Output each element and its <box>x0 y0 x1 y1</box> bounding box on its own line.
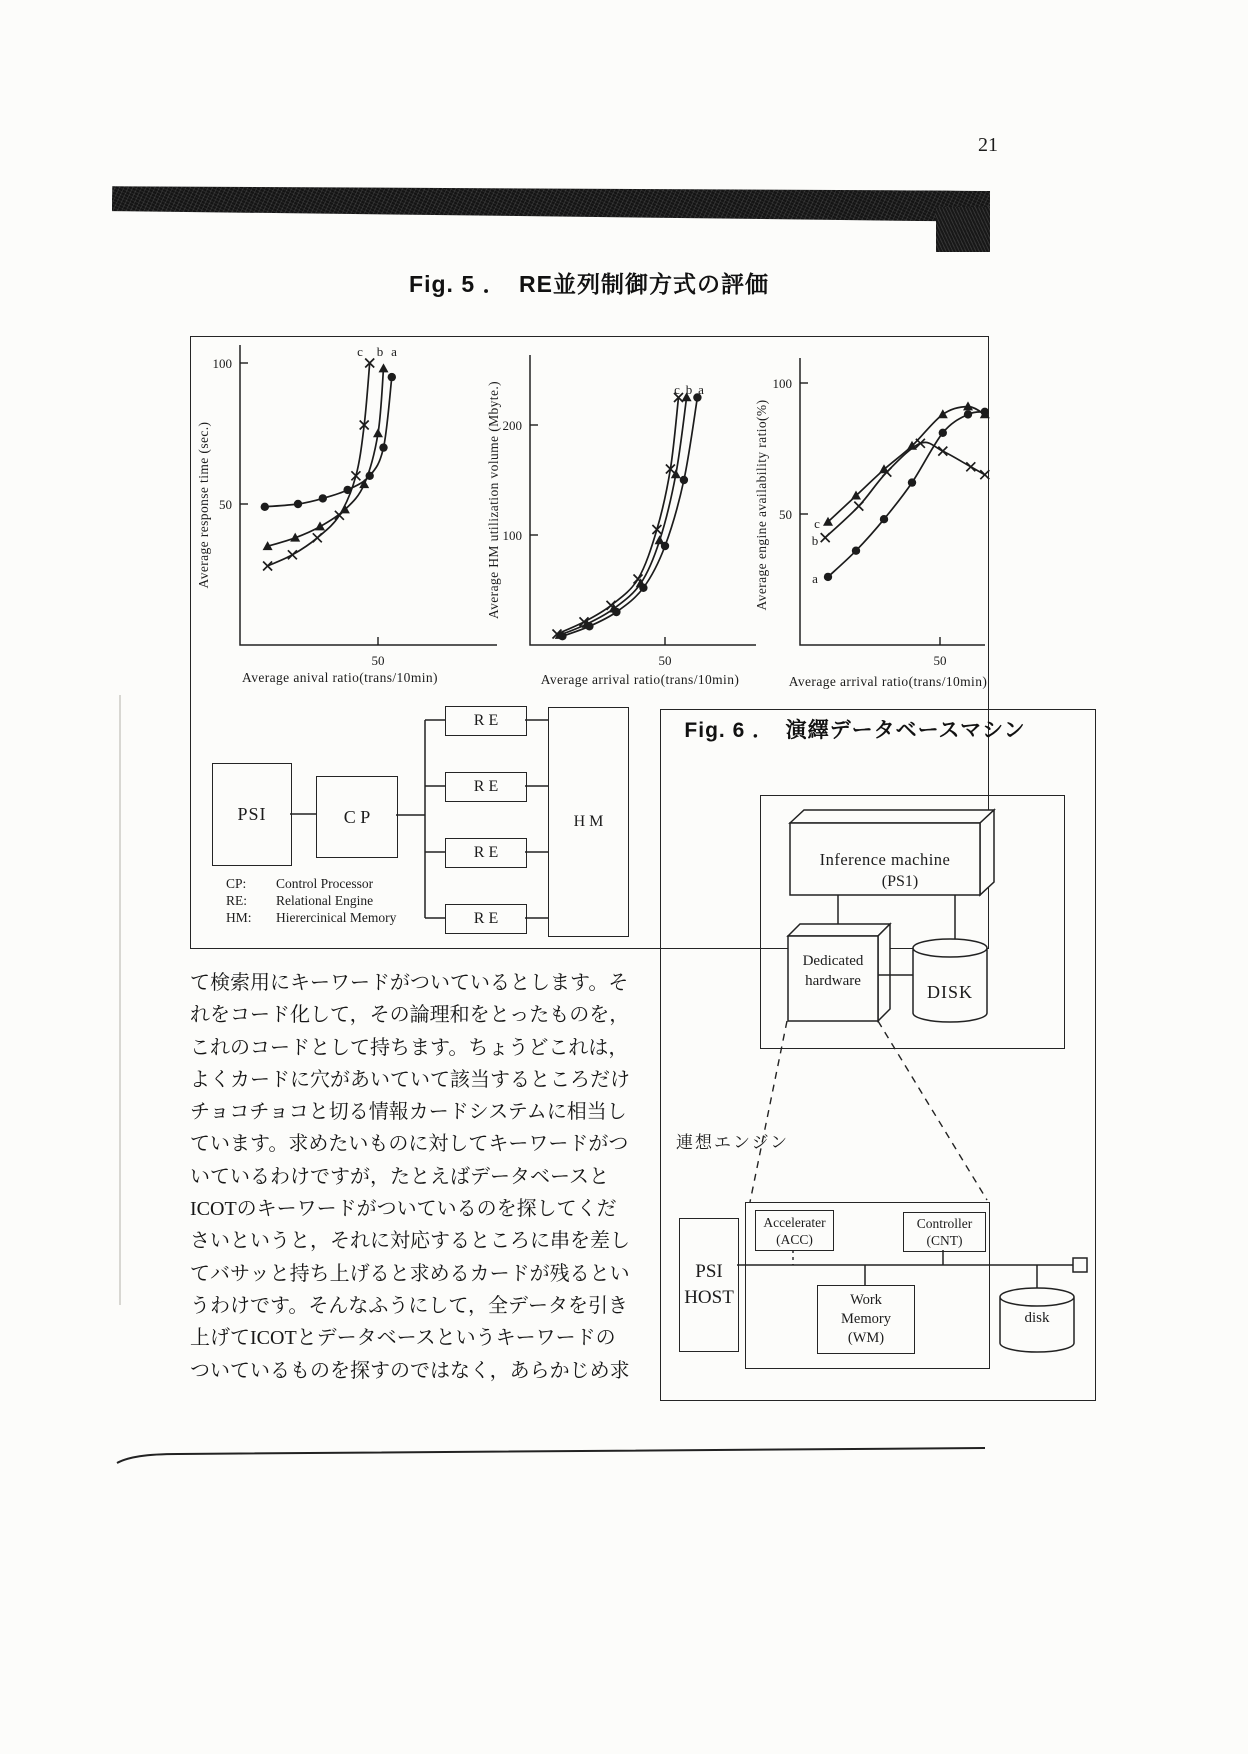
re-label: R E <box>473 778 499 795</box>
cp-label: C P <box>343 806 371 827</box>
bus-terminator-square <box>1073 1258 1087 1272</box>
wm-line3: (WM) <box>847 1330 885 1346</box>
legend-name: Control Processor <box>276 876 374 891</box>
circle-marker <box>908 478 916 486</box>
x-marker <box>854 502 863 511</box>
cnt-line2: (CNT) <box>926 1233 963 1248</box>
chart2-series-group <box>503 382 705 668</box>
dedicated-hw-label-line1: Dedicated <box>802 953 864 969</box>
circle-marker <box>824 573 832 581</box>
series-a-curve <box>562 398 697 637</box>
wm-line1: Work <box>850 1292 882 1308</box>
x-marker <box>263 562 272 571</box>
disk-upper-label: DISK <box>926 982 973 1002</box>
bus-lines <box>737 1250 1073 1288</box>
chart2-axes <box>530 355 756 645</box>
chart3-ylabel: Average engine availability ratio(%) <box>754 399 769 611</box>
page-number: 21 <box>978 134 998 156</box>
x-tick-label: 50 <box>371 653 385 668</box>
chart1-xlabel: Average anival ratio(trans/10min) <box>242 670 438 685</box>
psi-label: PSI <box>237 804 267 824</box>
cnt-line1: Controller <box>916 1216 973 1231</box>
body-text-line: 上げてICOTとデータベースというキーワードの <box>190 1327 616 1350</box>
inference-box-side-face <box>980 810 994 895</box>
series-c-curve <box>557 398 679 635</box>
y-tick-label: 100 <box>212 356 232 371</box>
x-tick-label: 50 <box>658 653 672 668</box>
inference-machine-sublabel: (PS1) <box>881 873 919 890</box>
psi-host-line2: HOST <box>684 1287 734 1308</box>
series-c-curve <box>828 407 985 522</box>
series-b-curve <box>268 369 384 547</box>
x-marker <box>288 550 297 559</box>
acc-line1: Accelerater <box>763 1214 826 1230</box>
x-marker <box>938 447 947 456</box>
re-label: R E <box>473 910 499 927</box>
x-marker <box>634 575 643 584</box>
wm-line2: Memory <box>841 1311 891 1327</box>
triangle-marker <box>938 409 948 418</box>
triangle-marker <box>315 521 325 530</box>
x-marker <box>966 462 975 471</box>
body-text-line: ています。求めたいものに対してキーワードがつ <box>190 1133 629 1156</box>
body-text-line: これのコードとして持ちます。ちょうどこれは， <box>190 1036 629 1059</box>
fig5-connectors <box>290 720 548 918</box>
body-text-line: チョコチョコと切る情報カードシステムに相当し <box>190 1101 627 1124</box>
series-label: c <box>357 344 363 359</box>
chart2-xlabel: Average arrival ratio(trans/10min) <box>540 672 740 687</box>
re-label: R E <box>473 712 499 729</box>
footer-rule <box>117 1448 985 1463</box>
series-label: a <box>812 571 818 586</box>
chart1-ylabel: Average response time (sec.) <box>196 421 211 589</box>
x-tick-label: 50 <box>933 653 947 668</box>
dedicated-hw-label-line2: hardware <box>805 973 861 989</box>
series-a-curve <box>828 412 985 577</box>
circle-marker <box>880 515 888 523</box>
inference-box-top-face <box>790 810 994 823</box>
y-tick-label: 100 <box>772 376 792 391</box>
legend-name: Relational Engine <box>276 893 374 908</box>
series-b-curve <box>560 398 687 636</box>
triangle-marker <box>379 363 389 372</box>
triangle-marker <box>373 428 383 437</box>
x-marker <box>980 470 989 479</box>
circle-marker <box>294 500 302 508</box>
fig5-title: Fig. 5 ． RE並列制御方式の評価 <box>409 271 769 297</box>
circle-marker <box>261 503 269 511</box>
inference-machine-label: Inference machine <box>819 850 951 869</box>
x-marker <box>821 533 830 542</box>
magnify-dashed-lines <box>750 1021 987 1202</box>
circle-marker <box>680 476 688 484</box>
disk-lower-label: disk <box>1024 1310 1050 1326</box>
chart3-xlabel: Average arrival ratio(trans/10min) <box>788 674 988 689</box>
legend-abbr: RE: <box>226 893 248 908</box>
legend-abbr: CP: <box>226 876 247 891</box>
triangle-marker <box>655 535 665 544</box>
dedicated-hw-side-face <box>878 924 890 1021</box>
legend-abbr: HM: <box>226 910 252 925</box>
body-text-line: て検索用にキーワードがついているとします。そ <box>190 972 629 994</box>
disk-cylinder-upper <box>913 939 987 1022</box>
circle-marker <box>939 429 947 437</box>
y-tick-label: 100 <box>502 528 522 543</box>
x-marker <box>652 525 661 534</box>
chart3-axes <box>800 358 985 645</box>
series-b-curve <box>825 442 985 537</box>
circle-marker <box>964 410 972 418</box>
series-a-curve <box>265 377 392 507</box>
circle-marker <box>319 494 327 502</box>
series-label: b <box>811 533 819 548</box>
body-text-line: うわけです。そんなふうにして，全データを引き <box>190 1294 628 1317</box>
acc-line2: (ACC) <box>776 1231 813 1247</box>
hm-label: H M <box>573 813 604 830</box>
psi-host-line1: PSI <box>695 1261 723 1282</box>
chart1-axes <box>240 345 497 645</box>
body-text-line: さいというと，それに対応するところに串を差し <box>190 1230 630 1253</box>
y-tick-label: 50 <box>779 507 792 522</box>
series-label: b <box>685 382 693 397</box>
assoc-engine-label: 連想エンジン <box>676 1133 790 1152</box>
body-text-line: ついているものを探すのではなく，あらかじめ求 <box>190 1359 630 1382</box>
chart3-series-group <box>773 376 990 668</box>
dedicated-hw-top-face <box>788 924 890 936</box>
body-text-line: てバサッと持ち上げると求めるカードが残るとい <box>190 1262 630 1285</box>
circle-marker <box>852 547 860 555</box>
x-marker <box>313 533 322 542</box>
series-label: a <box>391 344 397 359</box>
body-text-line: れをコード化して，その論理和をとったものを， <box>190 1004 630 1027</box>
series-label: c <box>814 516 820 531</box>
legend-name: Hierercinical Memory <box>276 910 397 925</box>
y-tick-label: 200 <box>502 418 522 433</box>
re-label: R E <box>473 844 499 861</box>
series-label: b <box>376 344 384 359</box>
chart2-ylabel: Average HM utilization volume (Mbyte.) <box>486 380 501 620</box>
fig6-title: Fig. 6 ． 演繹データベースマシン <box>684 719 1026 742</box>
circle-marker <box>388 373 396 381</box>
circle-marker <box>379 443 387 451</box>
series-label: a <box>698 382 704 397</box>
x-marker <box>335 511 344 520</box>
body-text-line: いているわけですが，たとえばデータベースと <box>190 1165 609 1188</box>
series-label: c <box>674 382 680 397</box>
body-text-line: ICOTのキーワードがついているのを探してくだ <box>190 1198 617 1221</box>
body-text-line: よくカードに穴があいていて該当するところだけ <box>190 1068 630 1091</box>
y-tick-label: 50 <box>219 497 232 512</box>
